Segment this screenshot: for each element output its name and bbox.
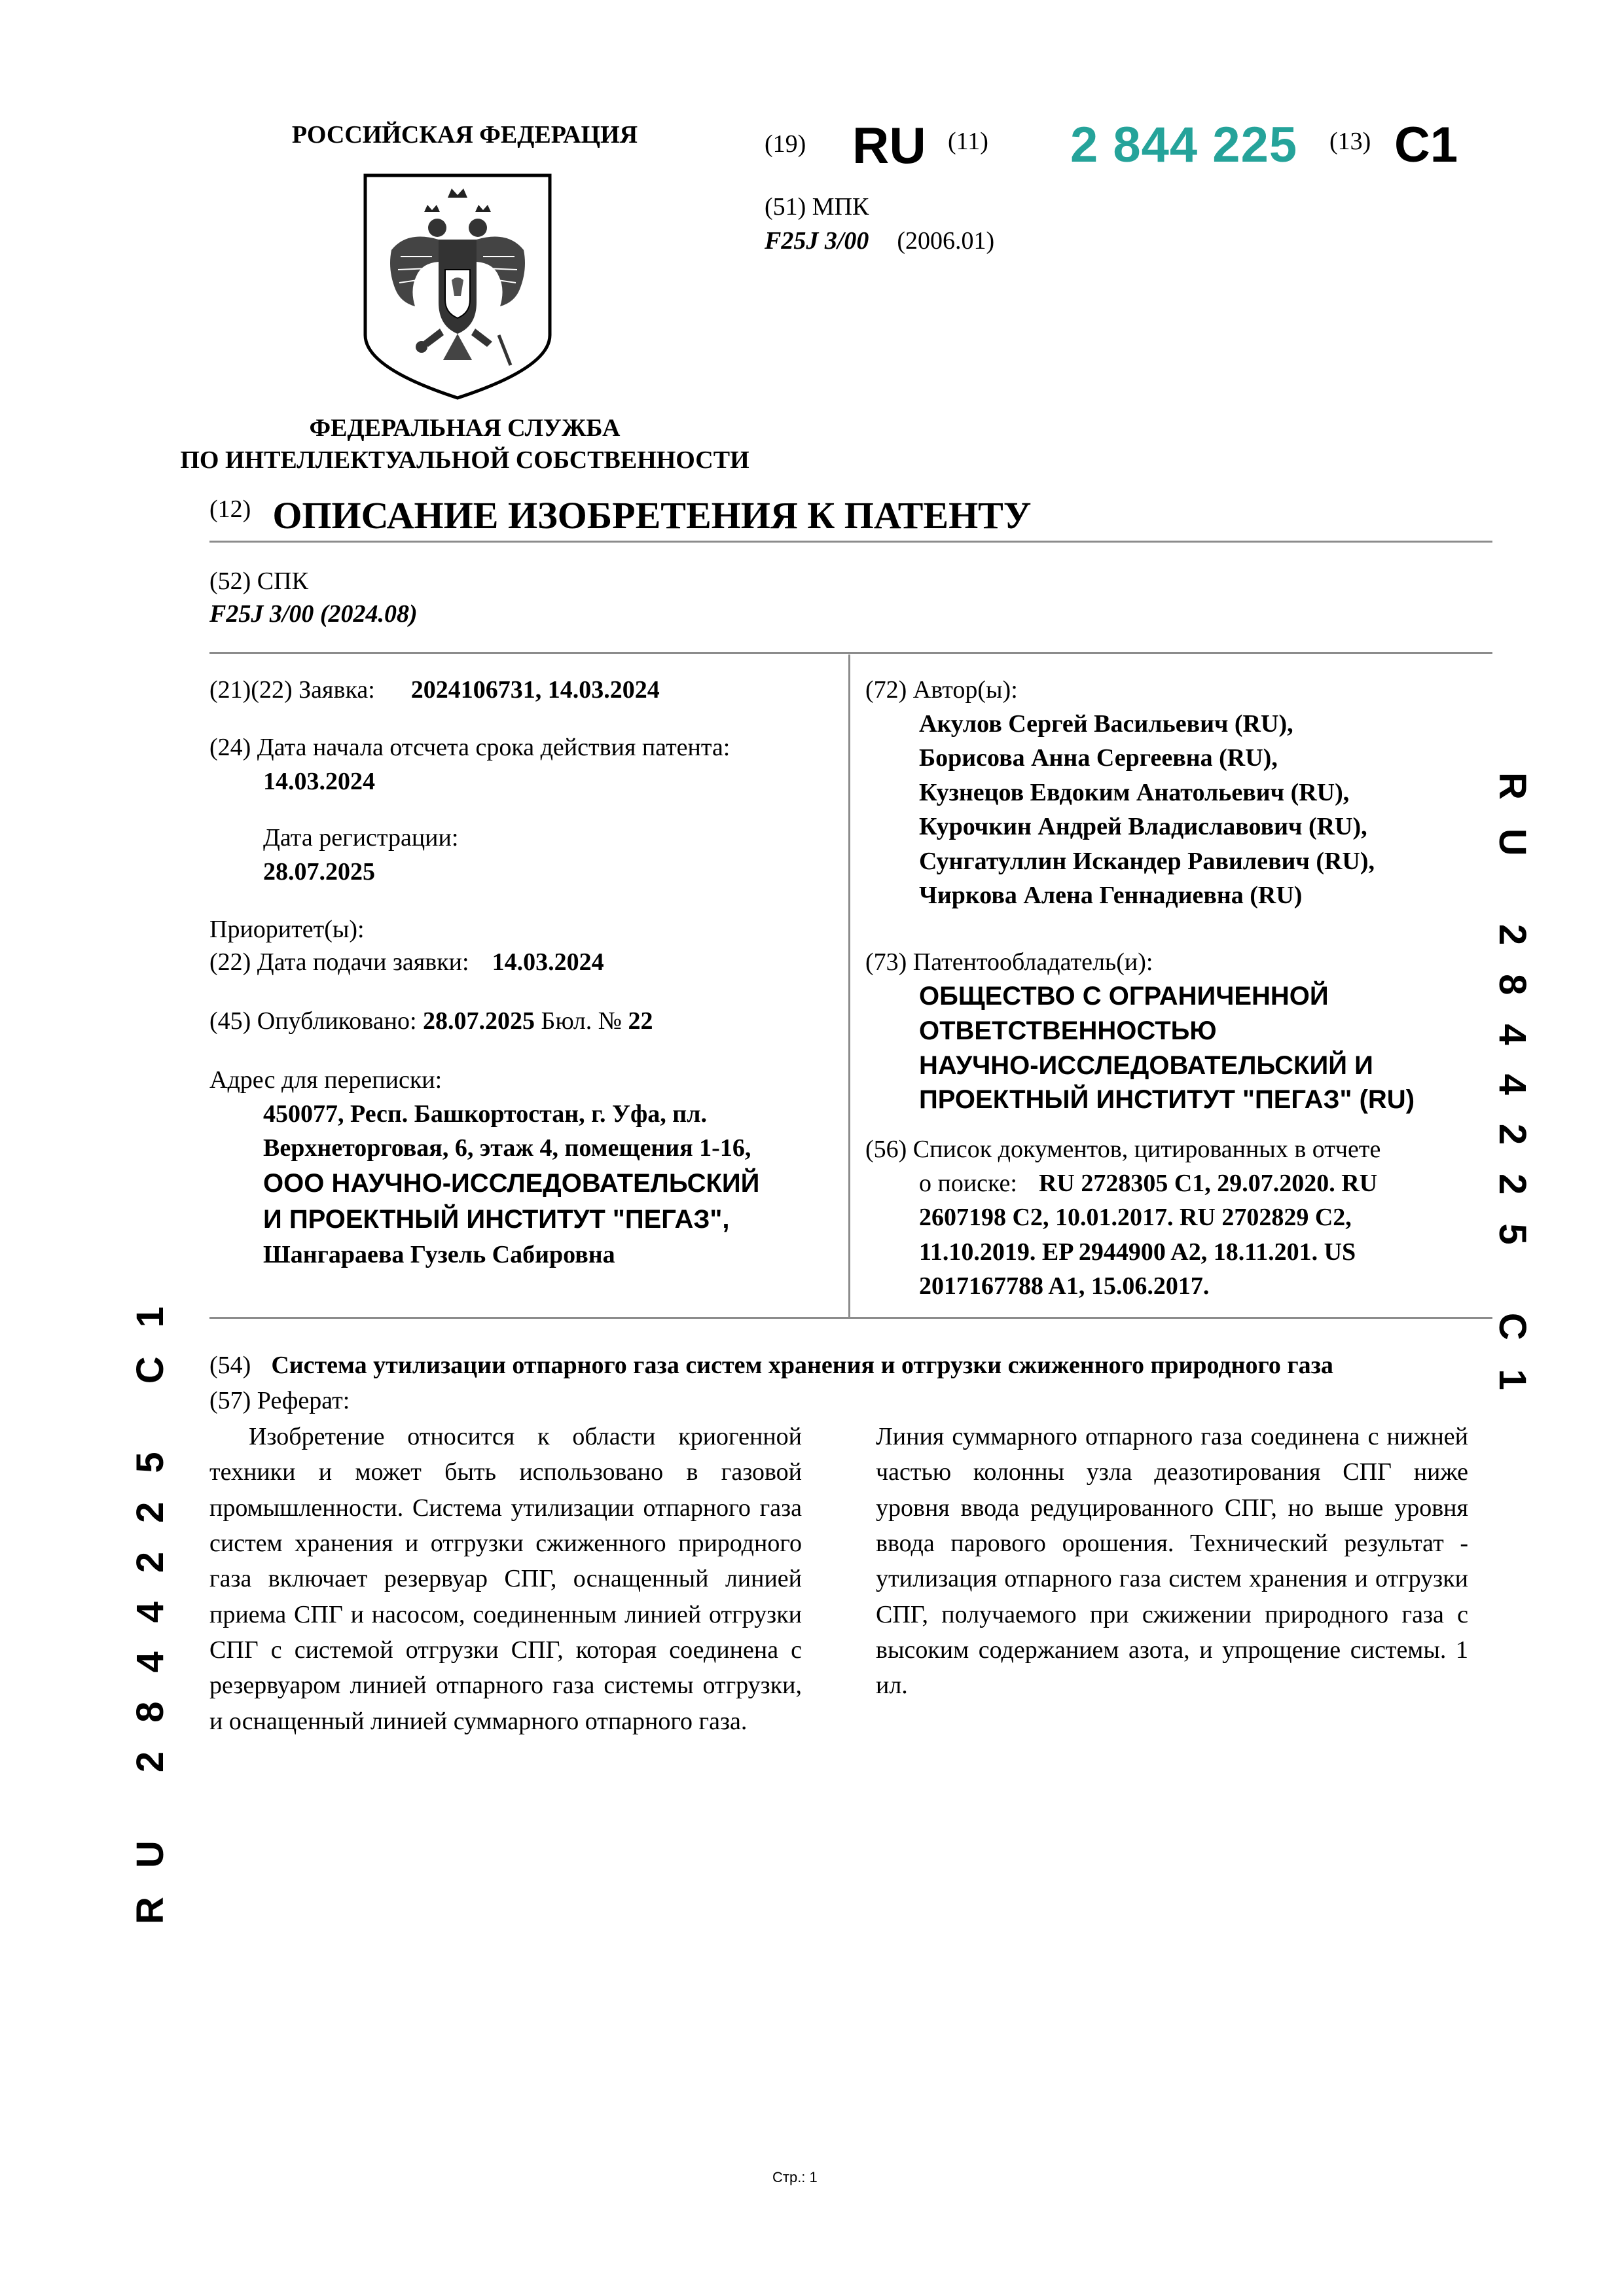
kind-code: C1: [1394, 117, 1458, 173]
cited-docs-line: 2017167788 A1, 15.06.2017.: [919, 1272, 1210, 1300]
registration-value: 28.07.2025: [263, 858, 375, 886]
author-name: Кузнецов Евдоким Анатольевич (RU),: [919, 778, 1350, 806]
address-label: Адрес для переписки:: [209, 1066, 442, 1094]
country-name: РОССИЙСКАЯ ФЕДЕРАЦИЯ: [291, 121, 638, 149]
abstract-text-right: Линия суммарного отпарного газа соединена с нижней частью колонны узла деазотирования СПГ ниже уровня ввода редуцированного СПГ, но выше уровня ввода парового орошения. Технический результат - утилизация отпарного газа систем хранения и отгрузки СПГ, получаемого при сжижении природного газа с высоким содержанием азота, и упрощение системы. 1 ил.: [876, 1423, 1468, 1700]
side-document-number-left: RU 2844225 C1: [129, 1278, 171, 1924]
column-divider: [848, 655, 850, 1317]
cited-docs-line: [919, 1166, 1547, 1200]
cited-docs-line: 11.10.2019. EP 2944900 A2, 18.11.201. US: [919, 1238, 1356, 1266]
priority-label: Приоритет(ы):: [209, 916, 365, 943]
coat-of-arms-icon: [361, 171, 554, 402]
patent-holder-label: (73) Патентообладатель(и):: [865, 948, 1153, 976]
field-11-label: (11): [948, 128, 988, 155]
address-block: [209, 1097, 905, 1272]
address-line: Верхнеторговая, 6, этаж 4, помещения 1-16,: [263, 1134, 751, 1162]
bulletin-label: Бюл. №: [541, 1007, 622, 1035]
address-line: ООО НАУЧНО-ИССЛЕДОВАТЕЛЬСКИЙ: [263, 1168, 760, 1198]
cited-docs-block: [865, 1166, 1547, 1304]
registration-label: Дата регистрации:: [263, 824, 459, 852]
patent-holder-line: ОБЩЕСТВО С ОГРАНИЧЕННОЙ: [919, 982, 1329, 1011]
author-name: Сунгатуллин Искандер Равилевич (RU),: [919, 847, 1375, 875]
agency-line-1: ФЕДЕРАЛЬНАЯ СЛУЖБА: [309, 414, 621, 442]
divider: [209, 1317, 1492, 1319]
application-label: (21)(22) Заявка:: [209, 676, 375, 704]
abstract-text-left: Изобретение относится к области криогенной техники и может быть использовано в газовой промышленности. Система утилизации отпарного газа систем хранения и отгрузки сжиженного природного газа включает резервуар СПГ, оснащенный линией приема СПГ и насосом, соединенным линией отгрузки СПГ с системой отгрузки СПГ, которая соединена с резервуаром линией отпарного газа системы отгрузки, и оснащенный линией суммарного отпарного газа.: [209, 1423, 802, 1735]
field-54-label: (54): [209, 1352, 251, 1379]
address-line: 450077, Респ. Башкортостан, г. Уфа, пл.: [263, 1100, 707, 1128]
publication-label: (45) Опубликовано:: [209, 1007, 417, 1035]
abstract-label: (57) Реферат:: [209, 1387, 350, 1414]
invention-title: Система утилизации отпарного газа систем хранения и отгрузки сжиженного природного газа: [271, 1352, 1333, 1379]
ipc-row: [765, 224, 994, 258]
document-title: ОПИСАНИЕ ИЗОБРЕТЕНИЯ К ПАТЕНТУ: [272, 494, 1032, 537]
document-title-row: [209, 490, 1031, 542]
field-12-label: (12): [209, 495, 251, 523]
invention-title-row: [209, 1348, 1492, 1382]
patent-holder-line: НАУЧНО-ИССЛЕДОВАТЕЛЬСКИЙ И: [919, 1050, 1373, 1080]
address-line: И ПРОЕКТНЫЙ ИНСТИТУТ "ПЕГАЗ",: [263, 1205, 730, 1234]
cited-docs-line: 2607198 C2, 10.01.2017. RU 2702829 C2,: [919, 1204, 1352, 1232]
patent-number: 2 844 225: [1070, 117, 1298, 173]
author-name: Курочкин Андрей Владиславович (RU),: [919, 813, 1367, 841]
application-row: [209, 673, 851, 707]
application-value: 2024106731, 14.03.2024: [410, 676, 660, 704]
field-13-label: (13): [1329, 128, 1371, 155]
country-code: RU: [852, 117, 926, 174]
ipc-label: (51) МПК: [765, 193, 869, 221]
filing-date-value: 14.03.2024: [492, 948, 604, 976]
cited-docs-prefix: о поиске:: [919, 1170, 1017, 1197]
divider: [209, 652, 1492, 654]
publication-value: 28.07.2025: [423, 1007, 535, 1035]
author-name: Чиркова Алена Геннадиевна (RU): [919, 882, 1303, 910]
page-number: Стр.: 1: [772, 2169, 818, 2185]
filing-date-label: (22) Дата подачи заявки:: [209, 948, 469, 976]
term-label: (24) Дата начала отсчета срока действия патента:: [209, 734, 731, 761]
patent-holder-line: ПРОЕКТНЫЙ ИНСТИТУТ "ПЕГАЗ" (RU): [919, 1085, 1415, 1115]
authors-label: (72) Автор(ы):: [865, 676, 1018, 704]
filing-date-row: [209, 945, 851, 979]
cited-docs-label: (56) Список документов, цитированных в отчете: [865, 1136, 1381, 1163]
agency-name: [164, 412, 766, 477]
cpc-value: F25J 3/00 (2024.08): [209, 600, 418, 628]
patent-holder-line: ОТВЕТСТВЕННОСТЬЮ: [919, 1016, 1217, 1045]
agency-line-2: ПО ИНТЕЛЛЕКТУАЛЬНОЙ СОБСТВЕННОСТИ: [180, 446, 749, 475]
author-name: Борисова Анна Сергеевна (RU),: [919, 744, 1278, 772]
ipc-code: F25J 3/00: [765, 227, 869, 255]
field-19-label: (19): [765, 130, 806, 158]
divider: [209, 541, 1492, 543]
cpc-label: (52) СПК: [209, 567, 308, 595]
cited-docs-text: RU 2728305 C1, 29.07.2020. RU: [1038, 1170, 1378, 1197]
ipc-version: (2006.01): [897, 227, 995, 255]
bulletin-value: 22: [628, 1007, 653, 1035]
address-line: Шангараева Гузель Сабировна: [263, 1241, 615, 1269]
patent-holder-block: [865, 979, 1547, 1117]
authors-list: [865, 707, 1547, 913]
term-value: 14.03.2024: [263, 768, 375, 795]
side-document-number-right: RU 2844225 C1: [1491, 772, 1534, 1419]
author-name: Акулов Сергей Васильевич (RU),: [919, 710, 1293, 738]
publication-row: [209, 1004, 851, 1038]
